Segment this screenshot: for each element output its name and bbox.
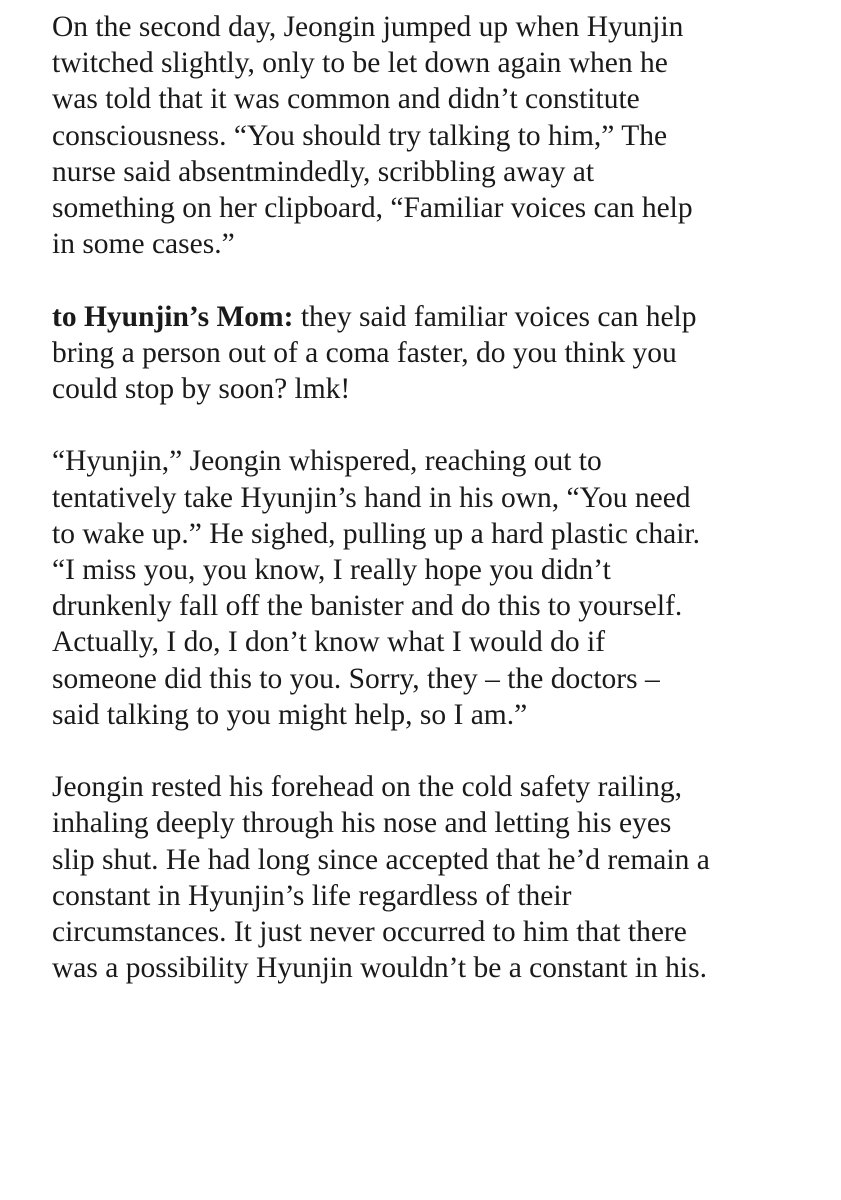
text-line: twitched slightly, only to be let down again when he — [52, 47, 668, 80]
text-line: said talking to you might help, so I am.” — [52, 698, 528, 731]
text-line: On the second day, Jeongin jumped up when Hyunjin — [52, 11, 684, 43]
message-text: they said familiar voices can help — [293, 300, 697, 333]
text-line: someone did this to you. Sorry, they – the doctors – — [52, 662, 660, 695]
text-line: consciousness. “You should try talking to him,” The — [52, 119, 668, 152]
story-text — [52, 9, 832, 986]
text-line: drunkenly fall off the banister and do this to yourself. — [52, 590, 683, 623]
text-line: Jeongin rested his forehead on the cold safety railing, — [52, 771, 682, 804]
text-line: “Hyunjin,” Jeongin whispered, reaching out to — [52, 445, 602, 478]
paragraph-2-message — [52, 299, 832, 408]
text-line: constant in Hyunjin’s life regardless of their — [52, 879, 572, 912]
text-line: “I miss you, you know, I really hope you didn’t — [52, 554, 611, 587]
text-line: something on her clipboard, “Familiar voices can help — [52, 192, 693, 225]
text-line — [52, 299, 832, 335]
text-line: to wake up.” He sighed, pulling up a hard plastic chair. — [52, 517, 701, 550]
text-line: could stop by soon? lmk! — [52, 373, 351, 406]
text-line: in some cases.” — [52, 228, 235, 261]
text-line: was told that it was common and didn’t constitute — [52, 83, 640, 116]
text-line: nurse said absentmindedly, scribbling away at — [52, 155, 595, 188]
text-line: slip shut. He had long since accepted that he’d remain a — [52, 843, 710, 876]
text-line: circumstances. It just never occurred to him that there — [52, 916, 687, 949]
text-line: was a possibility Hyunjin wouldn’t be a constant in his. — [52, 952, 707, 985]
text-line: inhaling deeply through his nose and letting his eyes — [52, 807, 672, 840]
text-line: bring a person out of a coma faster, do you think you — [52, 336, 677, 369]
paragraph-1 — [52, 9, 832, 262]
paragraph-4 — [52, 769, 832, 986]
text-line: tentatively take Hyunjin’s hand in his own, “You need — [52, 481, 691, 514]
message-recipient-label: to Hyunjin’s Mom: — [52, 300, 294, 333]
text-line: Actually, I do, I don’t know what I would do if — [52, 626, 606, 659]
paragraph-3 — [52, 443, 832, 733]
